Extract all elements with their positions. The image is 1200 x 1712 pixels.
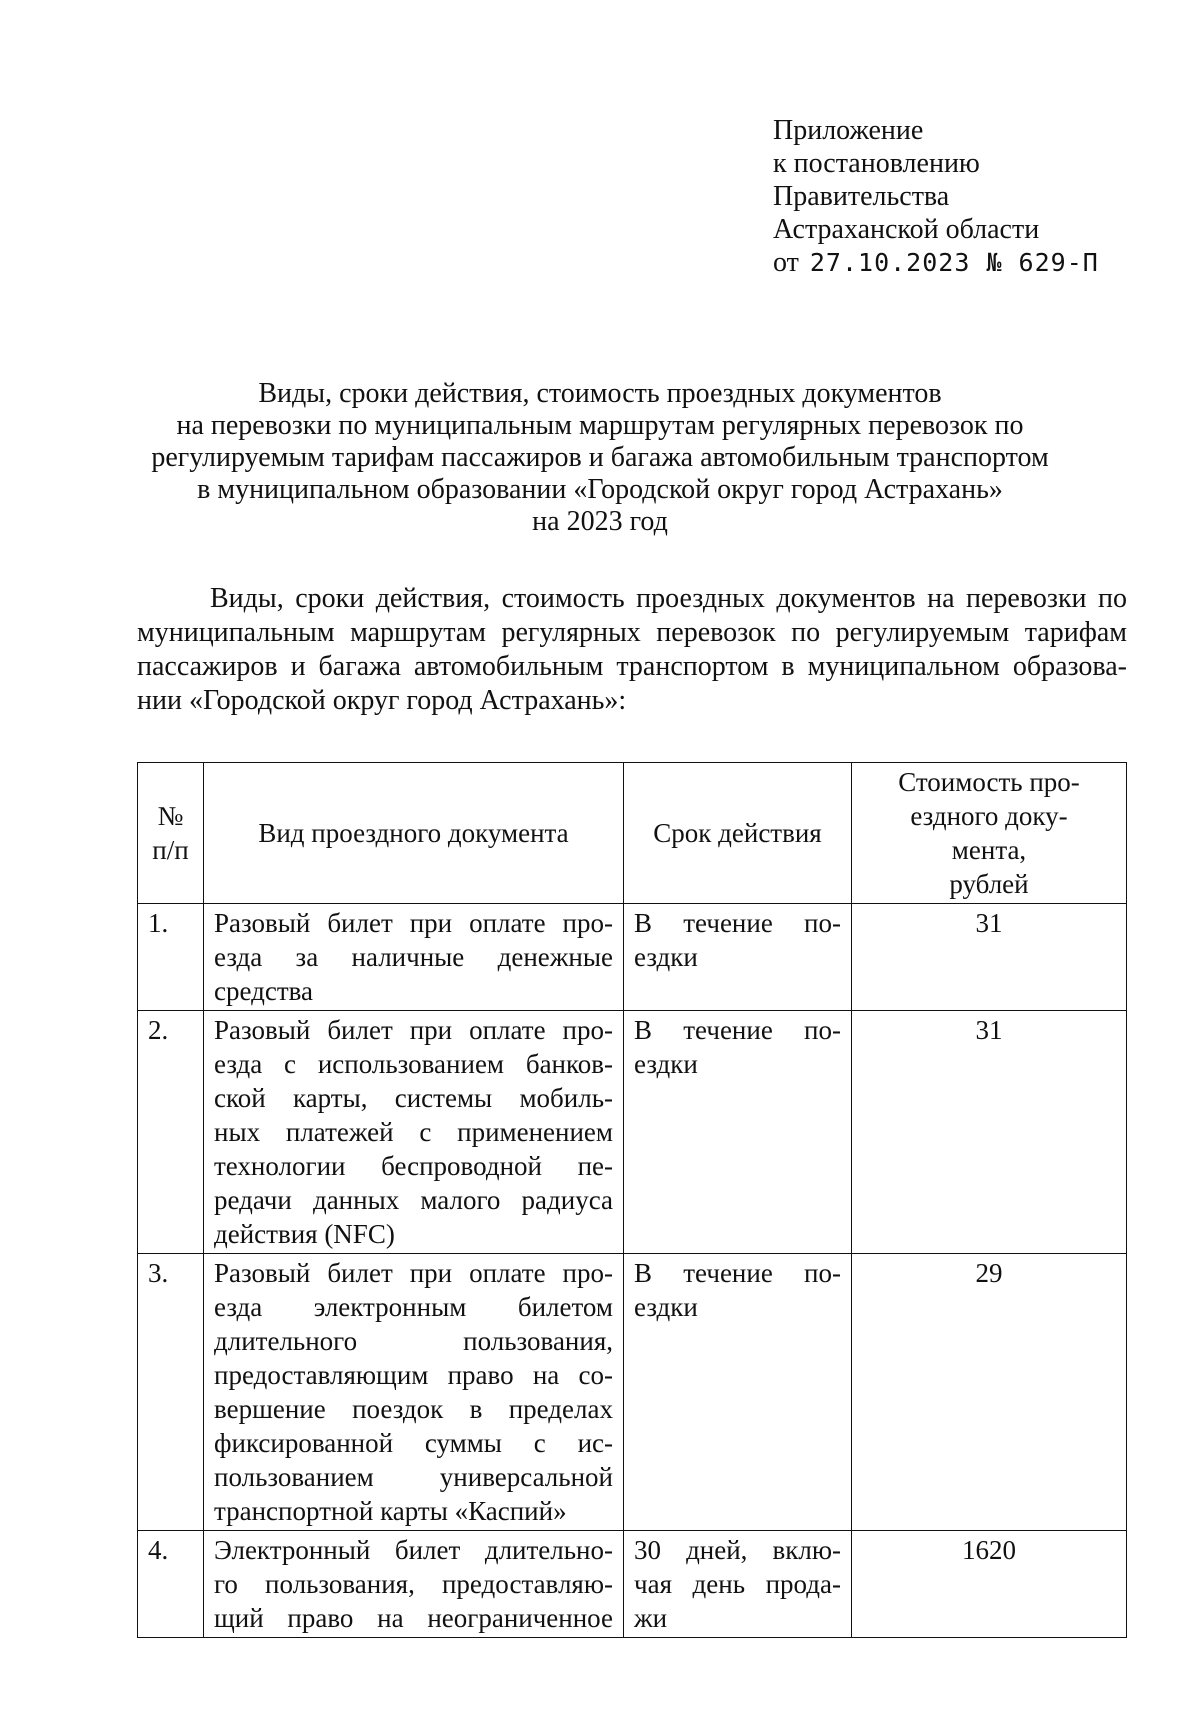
appendix-date-line <box>773 246 1099 279</box>
period-line: чая день прода- <box>634 1569 841 1599</box>
type-line: средства <box>214 976 314 1006</box>
period-line: В течение по- <box>634 1015 841 1045</box>
type-line: ных платежей с применением <box>214 1117 613 1147</box>
period-line: ездки <box>634 1049 698 1079</box>
type-line: Разовый билет при оплате про- <box>214 908 613 938</box>
row-number: 3. <box>138 1254 204 1531</box>
row-validity-period <box>624 904 852 1011</box>
type-line: езда электронным билетом <box>214 1292 613 1322</box>
type-line: предоставляющим право на со- <box>214 1360 613 1390</box>
header-number-line: п/п <box>152 835 189 865</box>
row-cost: 29 <box>852 1254 1127 1531</box>
period-line: 30 дней, вклю- <box>634 1535 841 1565</box>
row-document-type <box>204 1254 624 1531</box>
type-line: фиксированной суммы с ис- <box>214 1428 613 1458</box>
date-stamp: 27.10.2023 № 629-П <box>809 248 1099 277</box>
type-line: редачи данных малого радиуса <box>214 1185 613 1215</box>
row-validity-period <box>624 1254 852 1531</box>
row-number: 1. <box>138 904 204 1011</box>
row-document-type <box>204 1531 624 1638</box>
header-cost-line: ездного доку- <box>910 801 1068 831</box>
period-line: жи <box>634 1603 668 1633</box>
type-line: технологии беспроводной пе- <box>214 1151 613 1181</box>
type-line: Разовый билет при оплате про- <box>214 1258 613 1288</box>
row-number: 4. <box>138 1531 204 1638</box>
intro-line: муниципальным маршрутам регулярных перевозок по регулируемым тарифам <box>137 617 1127 648</box>
header-document-type: Вид проездного документа <box>204 763 624 904</box>
header-number-line: № <box>157 801 184 831</box>
type-line: езда с использованием банков- <box>214 1049 613 1079</box>
table-row <box>138 904 1127 1011</box>
header-number <box>138 763 204 904</box>
period-line: В течение по- <box>634 1258 841 1288</box>
document-title <box>100 378 1100 538</box>
intro-line: Виды, сроки действия, стоимость проездных документов на перевозки по <box>210 583 1127 614</box>
row-validity-period <box>624 1011 852 1254</box>
type-line: действия (NFC) <box>214 1219 395 1249</box>
header-cost-line: рублей <box>949 869 1029 899</box>
table-header-row <box>138 763 1127 904</box>
date-prefix: от <box>773 247 799 278</box>
appendix-line: к постановлению <box>773 148 980 179</box>
period-line: ездки <box>634 942 698 972</box>
period-line: ездки <box>634 1292 698 1322</box>
table-row <box>138 1011 1127 1254</box>
type-line: вершение поездок в пределах <box>214 1394 613 1424</box>
title-line: Виды, сроки действия, стоимость проездных документов <box>258 378 942 409</box>
type-line: го пользования, предоставляю- <box>214 1569 613 1599</box>
appendix-line: Приложение <box>773 115 924 146</box>
header-cost <box>852 763 1127 904</box>
header-validity-period: Срок действия <box>624 763 852 904</box>
row-document-type <box>204 1011 624 1254</box>
appendix-block <box>773 114 1099 279</box>
appendix-line: Правительства <box>773 181 950 212</box>
period-line: В течение по- <box>634 908 841 938</box>
type-line: Разовый билет при оплате про- <box>214 1015 613 1045</box>
table-row <box>138 1254 1127 1531</box>
row-cost: 1620 <box>852 1531 1127 1638</box>
type-line: длительного пользования, <box>214 1326 613 1356</box>
type-line: ской карты, системы мобиль- <box>214 1083 613 1113</box>
type-line: щий право на неограниченное <box>214 1603 613 1633</box>
row-validity-period <box>624 1531 852 1638</box>
title-line: в муниципальном образовании «Городской округ город Астрахань» <box>197 474 1003 505</box>
title-line: на перевозки по муниципальным маршрутам регулярных перевозок по <box>176 410 1024 441</box>
title-line: регулируемым тарифам пассажиров и багажа автомобильным транспортом <box>151 442 1049 473</box>
intro-paragraph <box>137 582 1127 718</box>
intro-line: нии «Городской округ город Астрахань»: <box>137 685 627 716</box>
appendix-line: Астраханской области <box>773 214 1040 245</box>
row-cost: 31 <box>852 904 1127 1011</box>
row-document-type <box>204 904 624 1011</box>
type-line: Электронный билет длительно- <box>214 1535 613 1565</box>
row-cost: 31 <box>852 1011 1127 1254</box>
type-line: пользованием универсальной <box>214 1462 613 1492</box>
row-number: 2. <box>138 1011 204 1254</box>
fares-table <box>137 762 1127 1638</box>
type-line: транспортной карты «Каспий» <box>214 1496 567 1526</box>
type-line: езда за наличные денежные <box>214 942 613 972</box>
header-cost-line: мента, <box>951 835 1027 865</box>
intro-line: пассажиров и багажа автомобильным транспортом в муниципальном образова- <box>137 651 1127 682</box>
header-cost-line: Стоимость про- <box>898 767 1080 797</box>
table-row <box>138 1531 1127 1638</box>
title-line: на 2023 год <box>532 506 668 537</box>
